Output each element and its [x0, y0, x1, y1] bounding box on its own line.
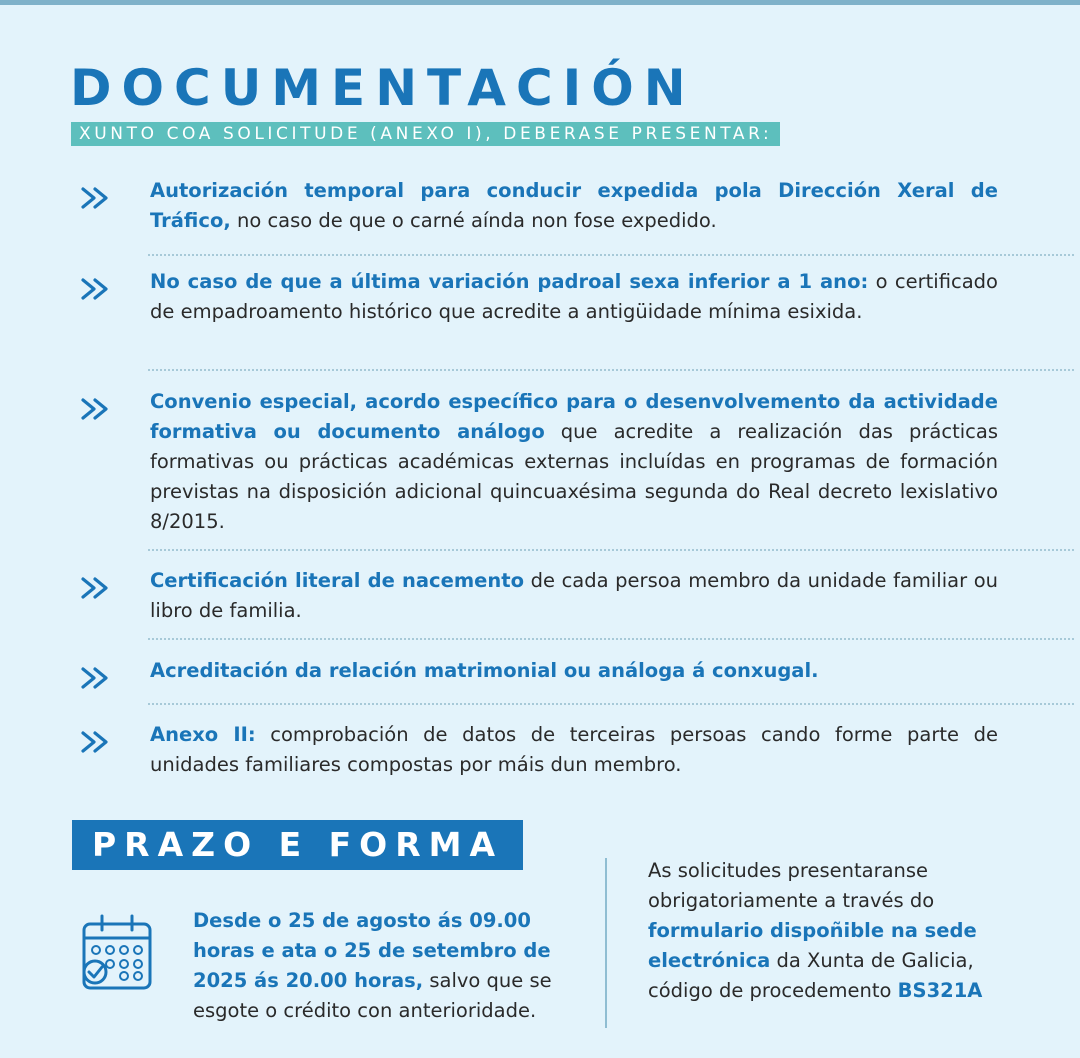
list-item-rest: no caso de que o carné aínda non fose expedido. [230, 209, 717, 232]
list-item-text [150, 176, 998, 236]
list-item-text [150, 267, 998, 327]
dotted-separator [148, 638, 1074, 640]
list-item-rest: que acredite a realización das prácticas formativas ou prácticas académicas externas incluídas en programas de formación previstas na disposición adicional quincuaxésima segunda do Real decreto lexislativo 8/2015. [150, 420, 998, 533]
date-text [193, 906, 578, 1026]
calendar-icon [80, 912, 154, 994]
list-item-highlight: Convenio especial, acordo específico para o desenvolvemento da actividade formativa ou documento análogo [150, 390, 998, 443]
list-item-text [150, 720, 998, 780]
vertical-divider [605, 858, 607, 1028]
list-item-highlight: No caso de que a última variación padroal sexa inferior a 1 ano: [150, 270, 869, 293]
list-item-rest: comprobación de datos de terceiras persoas cando forme parte de unidades familiares compostas por máis dun membro. [150, 723, 998, 776]
date-highlight: Desde o 25 de agosto ás 09.00 horas e ata o 25 de setembro de 2025 ás 20.00 horas, [193, 909, 551, 992]
forma-text [648, 856, 1018, 1006]
double-chevron-right-icon [80, 730, 120, 754]
double-chevron-right-icon [80, 666, 120, 690]
list-item [80, 387, 1000, 537]
list-item [80, 566, 1000, 626]
dotted-separator [148, 703, 1074, 705]
page-subtitle: XUNTO COA SOLICITUDE (ANEXO I), DEBERASE PRESENTAR: [71, 122, 780, 146]
top-border [0, 0, 1080, 5]
list-item [80, 656, 1000, 686]
double-chevron-right-icon [80, 186, 120, 210]
list-item-rest: o certificado de empadroamento histórico que acredite a antigüidade mínima esixida. [150, 270, 998, 323]
list-item-text [150, 566, 998, 626]
dotted-separator [148, 369, 1074, 371]
forma-text-part: As solicitudes presentaranse obrigatoriamente a través do [648, 859, 935, 912]
list-item [80, 267, 1000, 327]
forma-text-part: da Xunta de Galicia, código de procedemento [648, 949, 974, 1002]
date-rest: salvo que se esgote o crédito con anterioridade. [193, 969, 552, 1022]
list-item [80, 720, 1000, 780]
list-item-highlight: Certificación literal de nacemento [150, 569, 524, 592]
list-item-highlight: Autorización temporal para conducir expedida pola Dirección Xeral de Tráfico, [150, 179, 998, 232]
list-item-text [150, 387, 998, 537]
list-item [80, 176, 1000, 236]
list-item-rest: de cada persoa membro da unidade familiar ou libro de familia. [150, 569, 999, 622]
list-item-text [150, 656, 998, 686]
forma-highlight-form: formulario dispoñible na sede electrónica [648, 919, 977, 972]
dotted-separator [148, 254, 1074, 256]
dotted-separator [148, 549, 1074, 551]
procedure-code: BS321A [897, 979, 983, 1002]
section-title: PRAZO E FORMA [72, 820, 523, 870]
double-chevron-right-icon [80, 576, 120, 600]
list-item-highlight: Anexo II: [150, 723, 256, 746]
double-chevron-right-icon [80, 277, 120, 301]
list-item-highlight: Acreditación da relación matrimonial ou análoga á conxugal. [150, 659, 819, 682]
double-chevron-right-icon [80, 397, 120, 421]
page-title: DOCUMENTACIÓN [70, 59, 696, 117]
